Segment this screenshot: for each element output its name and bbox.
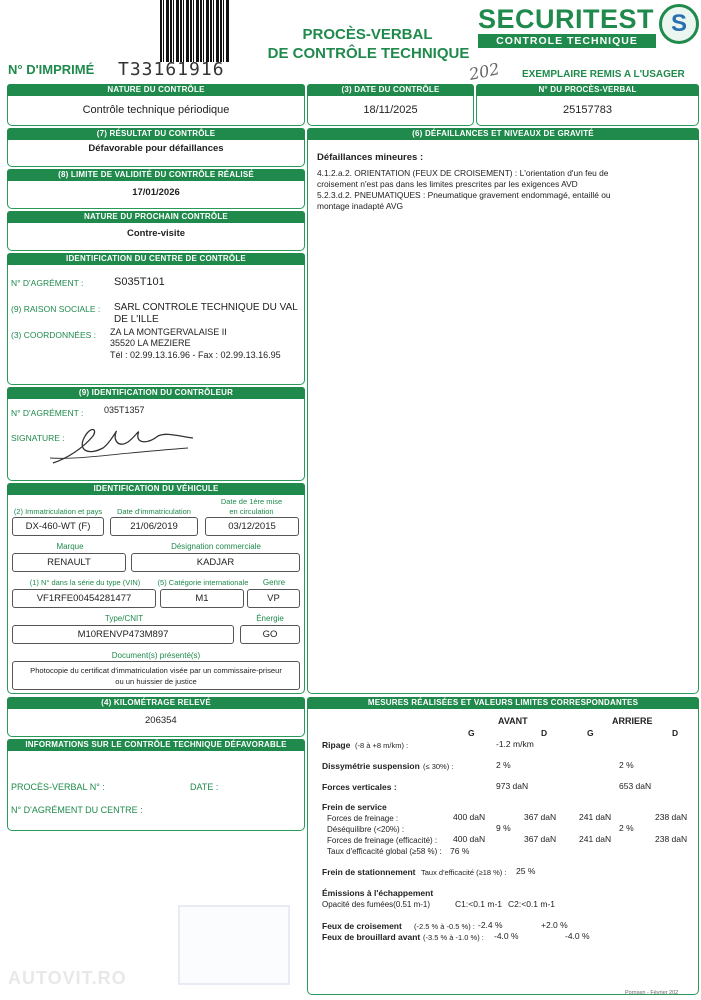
ff-avd: 367 daN (524, 812, 557, 822)
handwritten-mark: 202 (467, 59, 502, 84)
date-controle-header: (3) DATE DU CONTRÔLE (307, 84, 474, 96)
taux-global-value: 76 % (450, 846, 470, 856)
signature-label: SIGNATURE : (11, 433, 65, 443)
num-pv-header: N° DU PROCÈS-VERBAL (476, 84, 699, 96)
prochain-value: Contre-visite (126, 228, 186, 239)
immat-label: (2) Immatriculation et pays (13, 507, 103, 516)
watermark: AUTOVIT.RO (8, 968, 127, 988)
dissym-avant: 2 % (496, 760, 511, 770)
exemplaire-text: EXEMPLAIRE REMIS A L'USAGER (522, 69, 685, 80)
centre-raison-line2: DE L'ILLE (114, 314, 159, 325)
brand-s-letter: S (670, 10, 687, 37)
dissym-arriere: 2 % (619, 760, 634, 770)
premiere-value: 03/12/2015 (205, 517, 299, 536)
docs-label: Document(s) présenté(s) (111, 651, 201, 660)
centre-raison-label: (9) RAISON SOCIALE : (11, 304, 101, 314)
energie-label: Énergie (256, 614, 284, 623)
centre-agrement-label: N° D'AGRÉMENT : (11, 278, 84, 288)
ripage-limit: (-8 à +8 m/km) : (355, 741, 409, 750)
controleur-header: (9) IDENTIFICATION DU CONTRÔLEUR (7, 387, 305, 399)
brand-tagline: CONTROLE TECHNIQUE (478, 34, 656, 48)
forces-freinage-label: Forces de freinage : (327, 814, 399, 823)
arriere-d: D (672, 728, 679, 738)
designation-label: Désignation commerciale (171, 542, 261, 551)
vin-value: VF1RFE00454281477 (12, 589, 156, 608)
docs-line1: Photocopie du certificat d'immatriculation visée par un commissaire-priseur (30, 666, 282, 675)
brand-s-icon (659, 4, 699, 44)
km-value: 206354 (145, 715, 177, 726)
controleur-agrement-value: 035T1357 (104, 405, 145, 415)
arriere-label: ARRIERE (612, 716, 653, 726)
imprime-label: N° D'IMPRIMÉ (8, 62, 95, 77)
frein-service-label: Frein de service (322, 802, 387, 812)
genre-value: VP (247, 589, 300, 608)
c2-value: C2:<0.1 m-1 (508, 899, 556, 909)
categorie-value: M1 (160, 589, 244, 608)
brand-logo (478, 4, 700, 50)
centre-coord-label: (3) COORDONNÉES : (11, 330, 97, 340)
avant-g: G (468, 728, 475, 738)
defaillances-header: (6) DÉFAILLANCES ET NIVEAUX DE GRAVITÉ (307, 128, 699, 140)
arriere-g: G (587, 728, 594, 738)
taux-global-label: Taux d'efficacité global (≥58 %) : (327, 847, 442, 856)
deseq-avant: 9 % (496, 823, 511, 833)
fe-arg: 241 daN (579, 834, 612, 844)
brouillard-g: -4.0 % (494, 931, 519, 941)
docs-line2: ou un huissier de justice (115, 677, 197, 686)
brouillard-limit: (-3.5 % à -1.0 %) : (423, 933, 484, 942)
km-header: (4) KILOMÉTRAGE RELEVÉ (7, 697, 305, 709)
avant-label: AVANT (498, 716, 528, 726)
fe-ard: 238 daN (655, 834, 688, 844)
marque-value: RENAULT (12, 553, 126, 572)
defavorable-date-label: DATE : (190, 782, 219, 792)
centre-agrement-value: S035T101 (114, 276, 165, 288)
genre-label: Genre (262, 578, 286, 587)
avant-d: D (541, 728, 548, 738)
defaillances-box (307, 128, 699, 694)
defaillance-line: 4.1.2.a.2. ORIENTATION (FEUX DE CROISEMENT) : L'orientation d'un feu de (317, 168, 609, 178)
defaillance-line: 5.2.3.d.2. PNEUMATIQUES : Pneumatique gravement endommagé, entaillé ou (317, 190, 611, 200)
title-line2: DE CONTRÔLE TECHNIQUE (267, 45, 470, 62)
controleur-agrement-label: N° D'AGRÉMENT : (11, 408, 84, 418)
date-controle-value: 18/11/2025 (363, 104, 418, 116)
nature-controle-header: NATURE DU CONTRÔLE (7, 84, 305, 96)
immat-value: DX-460-WT (F) (12, 517, 104, 536)
emissions-label: Émissions à l'échappement (322, 888, 434, 898)
croisement-d: +2.0 % (541, 920, 568, 930)
signature (48, 418, 198, 470)
croisement-label: Feux de croisement (322, 921, 402, 931)
dissym-label: Dissymétrie suspension (322, 761, 420, 771)
defaillances-title: Défaillances mineures : (317, 152, 424, 163)
stamp-area (178, 905, 290, 985)
centre-coord-line3: Tél : 02.99.13.16.96 - Fax : 02.99.13.16.95 (110, 350, 281, 360)
forces-vert-arriere: 653 daN (619, 781, 652, 791)
nature-controle-value: Contrôle technique périodique (82, 104, 230, 116)
footer-ref: Pornsen - Février 202 (625, 990, 679, 996)
defavorable-header: INFORMATIONS SUR LE CONTRÔLE TECHNIQUE DÉFAVORABLE (7, 739, 305, 751)
fe-avg: 400 daN (453, 834, 486, 844)
categorie-label: (5) Catégorie internationale (157, 578, 249, 587)
defavorable-agrement-label: N° D'AGRÉMENT DU CENTRE : (11, 805, 143, 815)
num-pv-value: 25157783 (563, 104, 612, 116)
dissym-limit: (≤ 30%) : (423, 762, 454, 771)
centre-coord-line2: 35520 LA MEZIERE (110, 338, 191, 348)
opacite-label: Opacité des fumées(0.51 m-1) (322, 900, 431, 909)
barcode (160, 0, 230, 62)
forces-vert-avant: 973 daN (496, 781, 529, 791)
deseq-label: Déséquilibre (<20%) : (327, 825, 405, 834)
marque-label: Marque (56, 542, 84, 551)
defaillance-line: montage inadapté AVG (317, 201, 403, 211)
brouillard-d: -4.0 % (565, 931, 590, 941)
defavorable-pv-label: PROCÈS-VERBAL N° : (11, 782, 105, 792)
c1-value: C1:<0.1 m-1 (455, 899, 503, 909)
date-immat-value: 21/06/2019 (110, 517, 198, 536)
mesures-header: MESURES RÉALISÉES ET VALEURS LIMITES CORRESPONDANTES (307, 697, 699, 709)
date-immat-label: Date d'immatriculation (117, 507, 191, 516)
prochain-header: NATURE DU PROCHAIN CONTRÔLE (7, 211, 305, 223)
forces-eff-label: Forces de freinage (efficacité) : (327, 836, 438, 845)
premiere-label-2: en circulation (229, 507, 274, 516)
vin-label: (1) N° dans la série du type (VIN) (29, 578, 141, 587)
designation-value: KADJAR (131, 553, 300, 572)
limite-header: (8) LIMITE DE VALIDITÉ DU CONTRÔLE RÉALISÉ (7, 169, 305, 181)
brand-name: SECURITEST (478, 4, 655, 34)
ff-avg: 400 daN (453, 812, 486, 822)
type-value: M10RENVP473M897 (12, 625, 234, 644)
limite-value: 17/01/2026 (132, 187, 180, 198)
deseq-arriere: 2 % (619, 823, 634, 833)
premiere-label-1: Date de 1ère mise (220, 497, 283, 506)
stationnement-label: Frein de stationnement (322, 867, 416, 877)
centre-coord-line1: ZA LA MONTGERVALAISE II (110, 327, 227, 337)
resultat-value: Défavorable pour défaillances (88, 143, 224, 154)
title-line1: PROCÈS-VERBAL (302, 26, 433, 43)
energie-value: GO (240, 625, 300, 644)
stationnement-value: 25 % (516, 866, 536, 876)
vehicule-header: IDENTIFICATION DU VÉHICULE (7, 483, 305, 495)
croisement-limit: (-2.5 % à -0.5 %) : (414, 922, 475, 931)
fe-avd: 367 daN (524, 834, 557, 844)
croisement-g: -2.4 % (478, 920, 503, 930)
ripage-label: Ripage (322, 740, 351, 750)
defaillance-line: croisement n'est pas dans les limites prescrites par les exigences AVD (317, 179, 578, 189)
imprime-number: T33161916 (118, 59, 225, 80)
ripage-value: -1.2 m/km (496, 739, 534, 749)
centre-header: IDENTIFICATION DU CENTRE DE CONTRÔLE (7, 253, 305, 265)
stationnement-limit: Taux d'efficacité (≥18 %) : (421, 868, 507, 877)
forces-vert-label: Forces verticales : (322, 782, 397, 792)
centre-raison-line1: SARL CONTROLE TECHNIQUE DU VAL (114, 302, 298, 313)
ff-arg: 241 daN (579, 812, 612, 822)
type-label: Type/CNIT (104, 614, 144, 623)
ff-ard: 238 daN (655, 812, 688, 822)
resultat-header: (7) RÉSULTAT DU CONTRÔLE (7, 128, 305, 140)
brouillard-label: Feux de brouillard avant (322, 932, 421, 942)
